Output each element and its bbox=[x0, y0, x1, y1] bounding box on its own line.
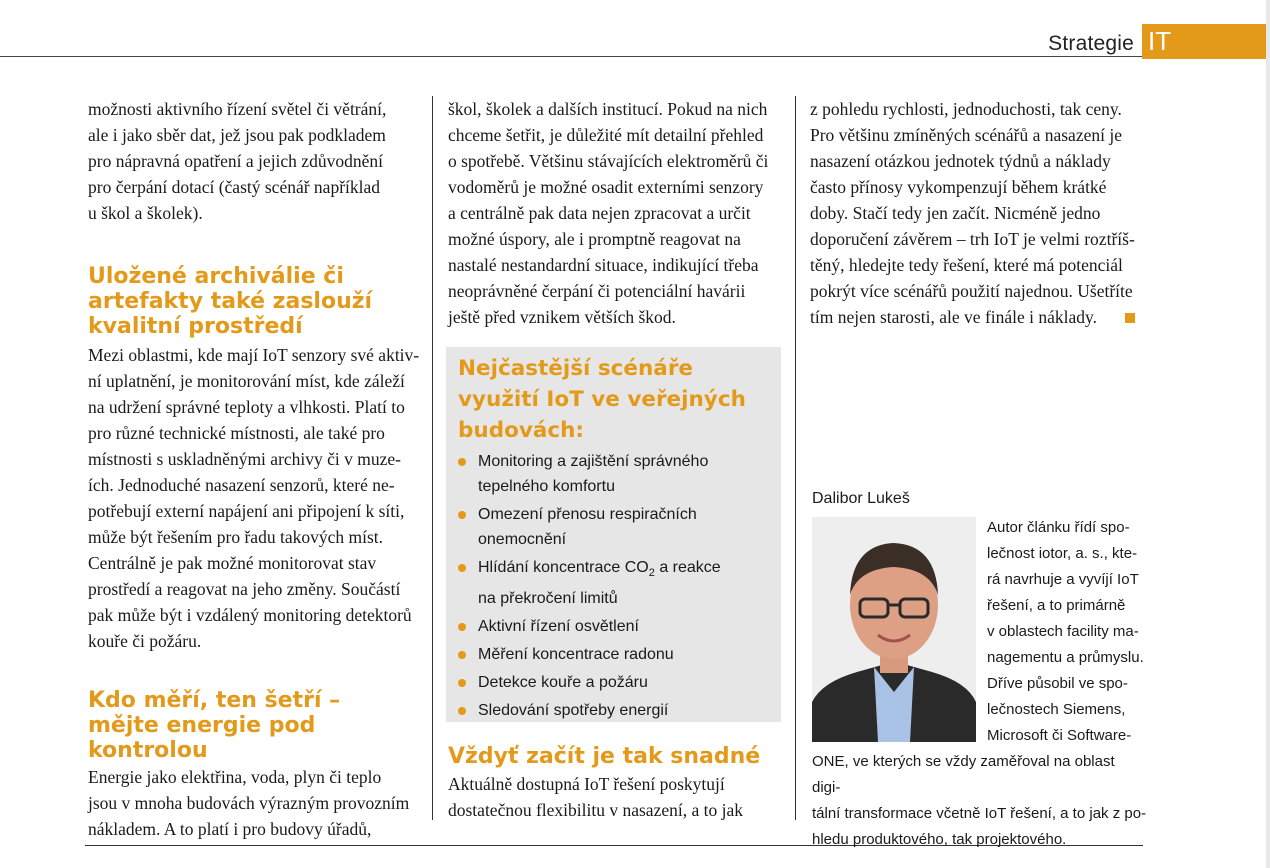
subheading: Vždyť začít je tak snadné bbox=[448, 744, 761, 769]
sidebar-box bbox=[446, 347, 781, 722]
page-edge bbox=[1266, 0, 1270, 868]
bullet-icon bbox=[458, 651, 466, 659]
author-name: Dalibor Lukeš bbox=[812, 490, 910, 507]
author-bio-full: ONE, ve kterých se vždy zaměřoval na oblast digi- tální transformace včetně IoT řešení, a to jak z po- hledu produktového, tak projektového. bbox=[812, 753, 1147, 848]
bullet-icon bbox=[458, 707, 466, 715]
column-1 bbox=[88, 96, 423, 842]
column-2 bbox=[448, 96, 783, 330]
paragraph: možnosti aktivního řízení světel či větrání, ale i jako sběr dat, jež jsou pak podkladem pro nápravná opatření a jejich zdůvodnění pro čerpání dotací (častý scénář například u škol a školek). bbox=[88, 99, 387, 223]
column-rule-1 bbox=[432, 96, 433, 820]
paragraph: z pohledu rychlosti, jednoduchosti, tak ceny. Pro většinu zmíněných scénářů a nasazení je nasazení otázkou jednotek týdnů a náklady často přínosy vykompenzují během krátké doby. Stačí tedy jen začít. Nicméně jedno doporučení závěrem – trh IoT je velmi roztříš- těný, hledejte tedy řešení, které má potenciál pokrýt více scénářů použití najednou. Ušetříte tím nejen starosti, ale ve finále i náklady. bbox=[810, 99, 1135, 327]
bullet-icon bbox=[458, 511, 466, 519]
author-bio-side: Autor článku řídí spo- lečnost iotor, a. s., kte- rá navrhuje a vyvíjí IoT řešení, a to primárně v oblastech facility ma- nagementu a průmyslu. Dříve působil ve spo- lečnostech Siemens, Microsoft či Software- bbox=[987, 519, 1144, 744]
list-item: Měření koncentrace radonu bbox=[458, 642, 778, 667]
end-of-article-mark bbox=[1125, 313, 1135, 323]
header-rule bbox=[0, 56, 1142, 57]
column-rule-2 bbox=[795, 96, 796, 820]
section-label: Strategie bbox=[1048, 32, 1134, 55]
column-3 bbox=[810, 96, 1145, 330]
paragraph: Aktuálně dostupná IoT řešení poskytují dostatečnou flexibilitu v nasazení, a to jak bbox=[448, 774, 743, 820]
paragraph: Mezi oblastmi, kde mají IoT senzory své aktiv- ní uplatnění, je monitorování míst, kde záleží na udržení správné teploty a vlhkosti. Platí to pro různé technické místnosti, ale také pro místnosti s uskladněnými archivy či v muze- ích. Jednoduché nasazení senzorů, které ne- potřebují externí napájení ani připojení k síti, může být řešením pro řadu takových míst. Centrálně je pak možné monitorovat stav prostředí a reagovat na jeho změny. Součástí pak může být i vzdálený monitoring detektorů kouře či požáru. bbox=[88, 345, 420, 651]
section-tag: IT bbox=[1142, 24, 1266, 59]
bullet-icon bbox=[458, 564, 466, 572]
author-photo bbox=[812, 517, 976, 742]
bullet-icon bbox=[458, 458, 466, 466]
bullet-icon bbox=[458, 679, 466, 687]
list-item: Omezení přenosu respiračních onemocnění bbox=[458, 502, 778, 552]
column-2-lower bbox=[448, 744, 783, 823]
list-item: Aktivní řízení osvětlení bbox=[458, 614, 778, 639]
subheading: Kdo měří, ten šetří – mějte energie pod kontrolou bbox=[88, 688, 341, 763]
list-item: Detekce kouře a požáru bbox=[458, 670, 778, 695]
list-item: Hlídání koncentrace $CO_2$ a reakce na překročení limitů bbox=[458, 555, 778, 611]
subheading: Uložené archiválie či artefakty také zaslouží kvalitní prostředí bbox=[88, 264, 373, 339]
box-title: Nejčastější scénáře využití IoT ve veřejných budovách: bbox=[458, 356, 746, 443]
scenario-list bbox=[458, 449, 778, 726]
list-item: Sledování spotřeby energií bbox=[458, 698, 778, 723]
paragraph: Energie jako elektřina, voda, plyn či teplo jsou v mnoha budovách výrazným provozním nákladem. A to platí i pro budovy úřadů, bbox=[88, 767, 410, 839]
list-item: Monitoring a zajištění správného tepelného komfortu bbox=[458, 449, 778, 499]
paragraph: škol, školek a dalších institucí. Pokud na nich chceme šetřit, je důležité mít detailní přehled o spotřebě. Většinu stávajících elektroměrů či vodoměrů je možné osadit externími senzory a centrálně pak data nejen zpracovat a určit možné úspory, ale i promptně reagovat na nastalé nestandardní situace, indikující třeba neoprávněné čerpání či potenciální havárii ještě před vznikem větších škod. bbox=[448, 99, 769, 327]
bullet-icon bbox=[458, 623, 466, 631]
